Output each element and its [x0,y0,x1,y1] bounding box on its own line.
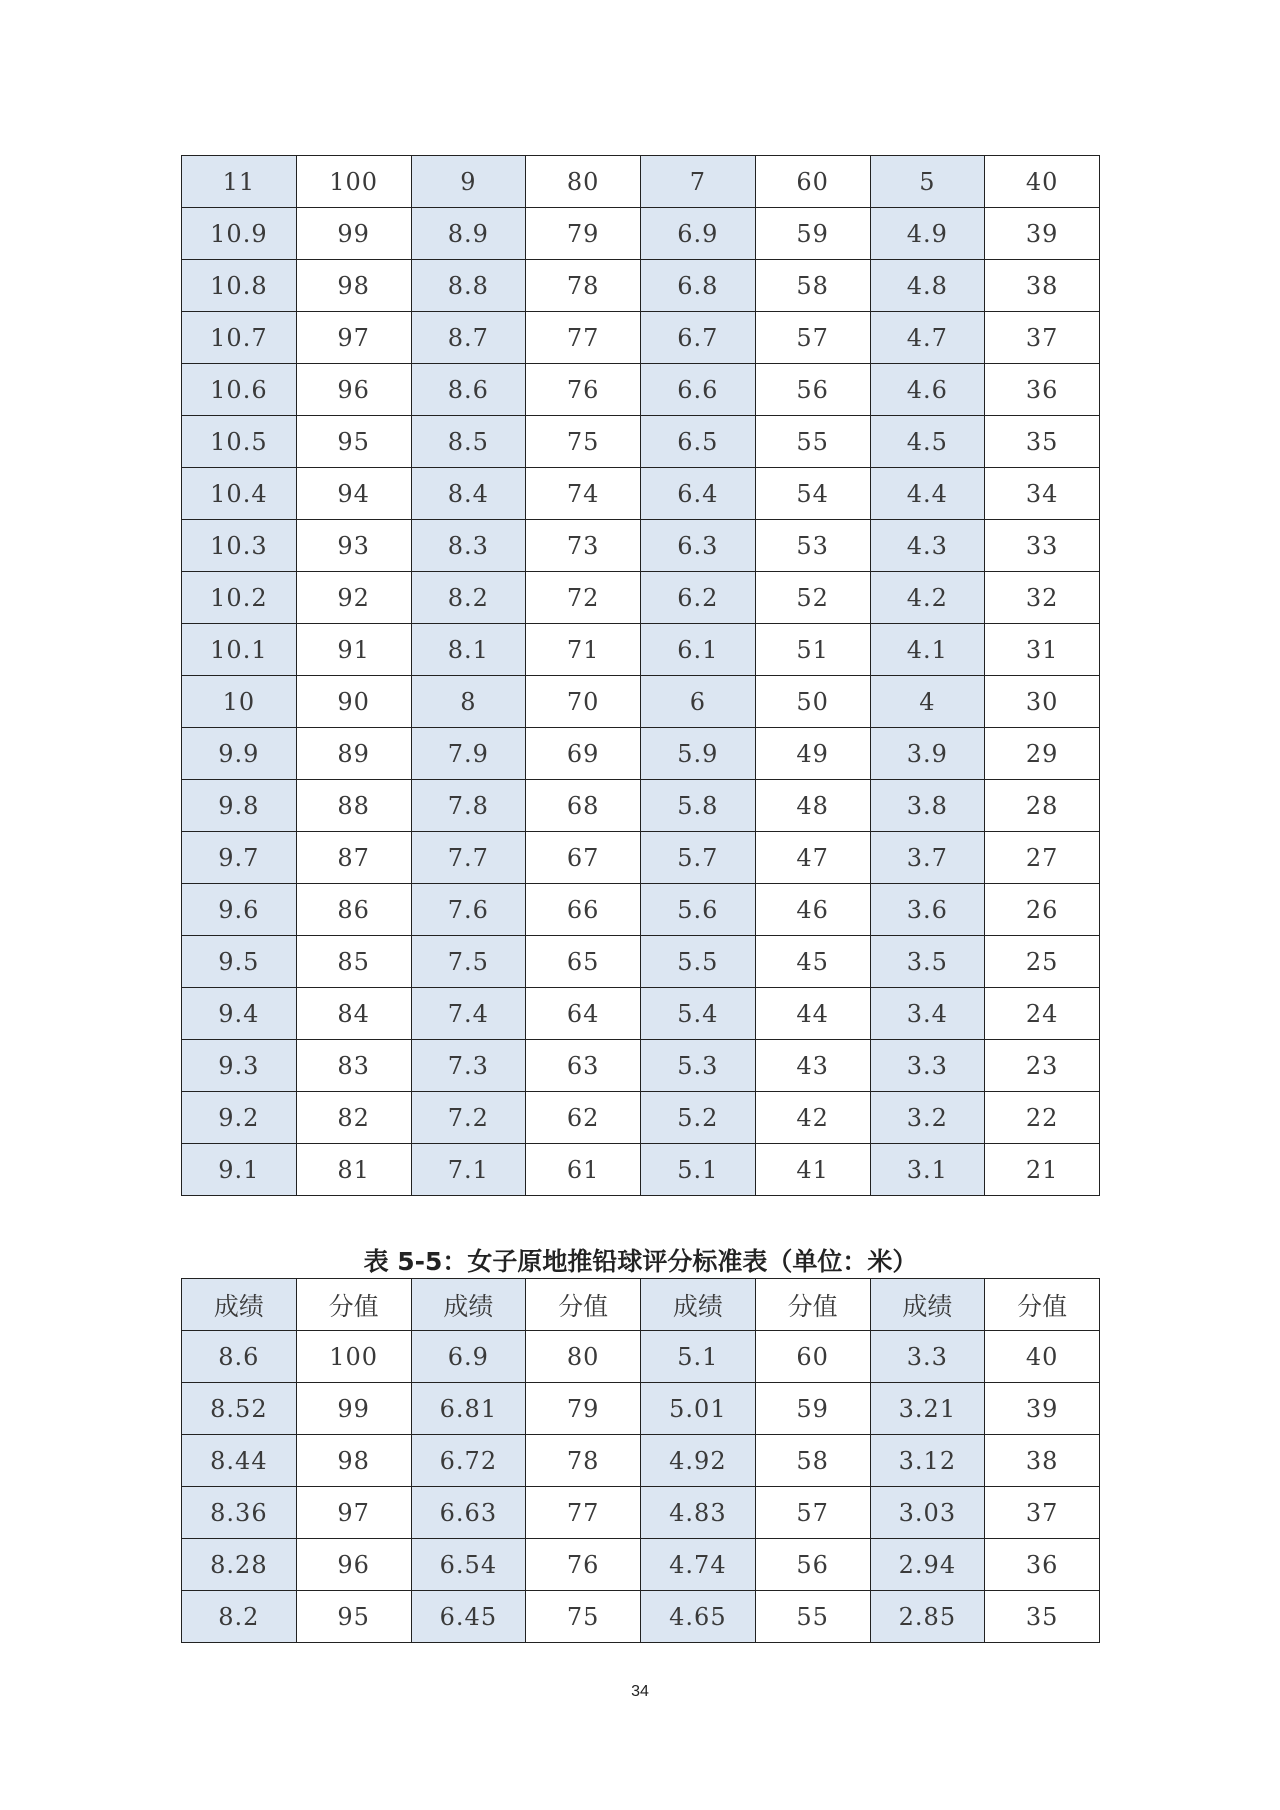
table-row [182,832,1100,884]
score-cell: 99 [296,1383,411,1435]
result-cell: 3.2 [870,1092,985,1144]
result-cell: 10.2 [182,572,297,624]
score-cell: 36 [985,364,1100,416]
score-cell: 97 [296,1487,411,1539]
score-cell: 46 [755,884,870,936]
table-row [182,884,1100,936]
score-cell: 45 [755,936,870,988]
result-cell: 6.4 [641,468,756,520]
result-cell: 7.3 [411,1040,526,1092]
table-row [182,988,1100,1040]
result-cell: 8.9 [411,208,526,260]
score-cell: 64 [526,988,641,1040]
score-column-header: 分值 [985,1279,1100,1331]
table-row [182,1040,1100,1092]
score-cell: 57 [755,312,870,364]
result-cell: 9.4 [182,988,297,1040]
result-cell: 3.4 [870,988,985,1040]
table-row [182,936,1100,988]
score-cell: 27 [985,832,1100,884]
score-cell: 74 [526,468,641,520]
table-5-5-body [182,1331,1100,1643]
result-cell: 7.4 [411,988,526,1040]
score-cell: 49 [755,728,870,780]
score-cell: 59 [755,208,870,260]
result-cell: 5.2 [641,1092,756,1144]
result-cell: 7.1 [411,1144,526,1196]
score-cell: 50 [755,676,870,728]
result-cell: 7.7 [411,832,526,884]
result-cell: 9.8 [182,780,297,832]
table-row [182,1383,1100,1435]
score-cell: 75 [526,416,641,468]
result-cell: 8.4 [411,468,526,520]
result-cell: 5.4 [641,988,756,1040]
result-cell: 7.2 [411,1092,526,1144]
score-cell: 25 [985,936,1100,988]
result-cell: 3.5 [870,936,985,988]
result-cell: 6.8 [641,260,756,312]
table-row [182,780,1100,832]
result-cell: 10.6 [182,364,297,416]
score-cell: 88 [296,780,411,832]
score-cell: 39 [985,208,1100,260]
result-cell: 4.8 [870,260,985,312]
table-row [182,728,1100,780]
score-cell: 80 [526,156,641,208]
score-cell: 51 [755,624,870,676]
score-cell: 90 [296,676,411,728]
score-cell: 40 [985,156,1100,208]
score-cell: 63 [526,1040,641,1092]
table-row [182,624,1100,676]
table-row [182,1092,1100,1144]
score-cell: 81 [296,1144,411,1196]
score-cell: 89 [296,728,411,780]
result-cell: 6.72 [411,1435,526,1487]
score-cell: 78 [526,260,641,312]
result-cell: 10 [182,676,297,728]
result-cell: 8.5 [411,416,526,468]
result-cell: 9.5 [182,936,297,988]
score-cell: 67 [526,832,641,884]
score-cell: 35 [985,416,1100,468]
result-cell: 10.3 [182,520,297,572]
score-cell: 73 [526,520,641,572]
result-cell: 2.85 [870,1591,985,1643]
result-cell: 5 [870,156,985,208]
result-cell: 8.2 [182,1591,297,1643]
result-cell: 4.1 [870,624,985,676]
score-cell: 69 [526,728,641,780]
score-cell: 55 [755,416,870,468]
score-cell: 96 [296,364,411,416]
table-row [182,1435,1100,1487]
table-row [182,312,1100,364]
score-cell: 80 [526,1331,641,1383]
result-cell: 10.5 [182,416,297,468]
table-row [182,260,1100,312]
table-row [182,676,1100,728]
score-cell: 99 [296,208,411,260]
score-cell: 48 [755,780,870,832]
result-cell: 6.5 [641,416,756,468]
score-cell: 75 [526,1591,641,1643]
result-cell: 4.7 [870,312,985,364]
score-cell: 60 [755,156,870,208]
score-table-continued [181,155,1100,1196]
score-cell: 54 [755,468,870,520]
result-cell: 6.54 [411,1539,526,1591]
result-cell: 6.81 [411,1383,526,1435]
result-cell: 6.9 [641,208,756,260]
result-cell: 8.1 [411,624,526,676]
score-cell: 29 [985,728,1100,780]
result-cell: 7.6 [411,884,526,936]
result-cell: 5.6 [641,884,756,936]
score-cell: 92 [296,572,411,624]
score-cell: 40 [985,1331,1100,1383]
score-cell: 36 [985,1539,1100,1591]
score-column-header: 分值 [526,1279,641,1331]
score-cell: 56 [755,364,870,416]
score-cell: 37 [985,1487,1100,1539]
score-cell: 55 [755,1591,870,1643]
score-cell: 21 [985,1144,1100,1196]
score-cell: 100 [296,1331,411,1383]
score-cell: 61 [526,1144,641,1196]
result-cell: 9 [411,156,526,208]
score-cell: 22 [985,1092,1100,1144]
score-cell: 95 [296,1591,411,1643]
result-cell: 8.36 [182,1487,297,1539]
score-cell: 72 [526,572,641,624]
result-cell: 8.44 [182,1435,297,1487]
table-row [182,1144,1100,1196]
table-row [182,1487,1100,1539]
score-cell: 87 [296,832,411,884]
score-cell: 38 [985,260,1100,312]
result-cell: 4.6 [870,364,985,416]
result-cell: 9.1 [182,1144,297,1196]
result-column-header: 成绩 [182,1279,297,1331]
result-cell: 3.6 [870,884,985,936]
result-cell: 6.9 [411,1331,526,1383]
score-table-continued-body [182,156,1100,1196]
score-cell: 79 [526,1383,641,1435]
result-cell: 3.1 [870,1144,985,1196]
score-cell: 71 [526,624,641,676]
result-column-header: 成绩 [870,1279,985,1331]
score-cell: 98 [296,260,411,312]
score-cell: 31 [985,624,1100,676]
result-cell: 8 [411,676,526,728]
score-cell: 85 [296,936,411,988]
result-cell: 9.3 [182,1040,297,1092]
result-cell: 10.8 [182,260,297,312]
result-cell: 5.1 [641,1144,756,1196]
result-cell: 4.9 [870,208,985,260]
result-cell: 4.65 [641,1591,756,1643]
result-cell: 6.1 [641,624,756,676]
score-cell: 84 [296,988,411,1040]
score-column-header: 分值 [296,1279,411,1331]
score-cell: 28 [985,780,1100,832]
score-cell: 59 [755,1383,870,1435]
score-cell: 97 [296,312,411,364]
result-cell: 3.9 [870,728,985,780]
score-cell: 60 [755,1331,870,1383]
result-cell: 10.4 [182,468,297,520]
result-cell: 4.3 [870,520,985,572]
score-cell: 58 [755,1435,870,1487]
table-row [182,156,1100,208]
result-cell: 6.45 [411,1591,526,1643]
score-cell: 93 [296,520,411,572]
result-cell: 4.74 [641,1539,756,1591]
result-cell: 8.3 [411,520,526,572]
score-cell: 58 [755,260,870,312]
score-cell: 96 [296,1539,411,1591]
score-cell: 47 [755,832,870,884]
result-cell: 7.8 [411,780,526,832]
score-cell: 35 [985,1591,1100,1643]
page-number: 34 [631,1683,649,1700]
result-cell: 7.5 [411,936,526,988]
result-cell: 3.21 [870,1383,985,1435]
table-row [182,416,1100,468]
result-cell: 9.7 [182,832,297,884]
score-cell: 78 [526,1435,641,1487]
result-cell: 6.2 [641,572,756,624]
score-cell: 95 [296,416,411,468]
result-column-header: 成绩 [641,1279,756,1331]
result-cell: 5.7 [641,832,756,884]
score-cell: 62 [526,1092,641,1144]
result-cell: 4.4 [870,468,985,520]
score-cell: 98 [296,1435,411,1487]
result-cell: 8.6 [182,1331,297,1383]
result-cell: 9.2 [182,1092,297,1144]
table-row [182,1331,1100,1383]
score-cell: 33 [985,520,1100,572]
result-cell: 9.6 [182,884,297,936]
score-cell: 57 [755,1487,870,1539]
table-row [182,572,1100,624]
result-column-header: 成绩 [411,1279,526,1331]
result-cell: 4.83 [641,1487,756,1539]
table-header-row [182,1279,1100,1331]
score-cell: 82 [296,1092,411,1144]
table-5-5-caption: 表 5-5：女子原地推铅球评分标准表（单位：米） [363,1247,918,1276]
result-cell: 4.92 [641,1435,756,1487]
score-cell: 44 [755,988,870,1040]
table-row [182,1539,1100,1591]
score-cell: 53 [755,520,870,572]
result-cell: 8.8 [411,260,526,312]
score-cell: 42 [755,1092,870,1144]
result-cell: 5.8 [641,780,756,832]
score-cell: 77 [526,312,641,364]
table-row [182,208,1100,260]
score-cell: 32 [985,572,1100,624]
result-cell: 8.2 [411,572,526,624]
score-cell: 79 [526,208,641,260]
table-row [182,364,1100,416]
result-cell: 5.9 [641,728,756,780]
result-cell: 5.5 [641,936,756,988]
result-cell: 6.6 [641,364,756,416]
score-cell: 39 [985,1383,1100,1435]
score-cell: 76 [526,1539,641,1591]
score-cell: 38 [985,1435,1100,1487]
score-cell: 52 [755,572,870,624]
result-cell: 10.9 [182,208,297,260]
score-column-header: 分值 [755,1279,870,1331]
score-cell: 94 [296,468,411,520]
result-cell: 11 [182,156,297,208]
result-cell: 10.7 [182,312,297,364]
result-cell: 2.94 [870,1539,985,1591]
table-row [182,1591,1100,1643]
result-cell: 3.12 [870,1435,985,1487]
result-cell: 9.9 [182,728,297,780]
result-cell: 10.1 [182,624,297,676]
score-cell: 86 [296,884,411,936]
result-cell: 5.01 [641,1383,756,1435]
result-cell: 3.03 [870,1487,985,1539]
score-cell: 66 [526,884,641,936]
result-cell: 3.8 [870,780,985,832]
result-cell: 4.2 [870,572,985,624]
result-cell: 3.3 [870,1331,985,1383]
result-cell: 5.3 [641,1040,756,1092]
result-cell: 6 [641,676,756,728]
score-cell: 56 [755,1539,870,1591]
score-cell: 37 [985,312,1100,364]
score-cell: 70 [526,676,641,728]
result-cell: 3.7 [870,832,985,884]
score-cell: 76 [526,364,641,416]
table-row [182,520,1100,572]
score-cell: 65 [526,936,641,988]
result-cell: 8.52 [182,1383,297,1435]
result-cell: 4.5 [870,416,985,468]
score-cell: 43 [755,1040,870,1092]
score-cell: 68 [526,780,641,832]
result-cell: 8.28 [182,1539,297,1591]
score-cell: 77 [526,1487,641,1539]
score-cell: 100 [296,156,411,208]
result-cell: 7 [641,156,756,208]
result-cell: 4 [870,676,985,728]
score-cell: 26 [985,884,1100,936]
result-cell: 5.1 [641,1331,756,1383]
result-cell: 8.7 [411,312,526,364]
result-cell: 3.3 [870,1040,985,1092]
table-5-5-shot-put-scores [181,1278,1100,1643]
result-cell: 6.7 [641,312,756,364]
score-cell: 30 [985,676,1100,728]
table-5-5-header [182,1279,1100,1331]
result-cell: 7.9 [411,728,526,780]
score-cell: 23 [985,1040,1100,1092]
score-cell: 24 [985,988,1100,1040]
score-cell: 91 [296,624,411,676]
score-cell: 41 [755,1144,870,1196]
result-cell: 8.6 [411,364,526,416]
score-cell: 34 [985,468,1100,520]
result-cell: 6.63 [411,1487,526,1539]
score-cell: 83 [296,1040,411,1092]
result-cell: 6.3 [641,520,756,572]
table-row [182,468,1100,520]
